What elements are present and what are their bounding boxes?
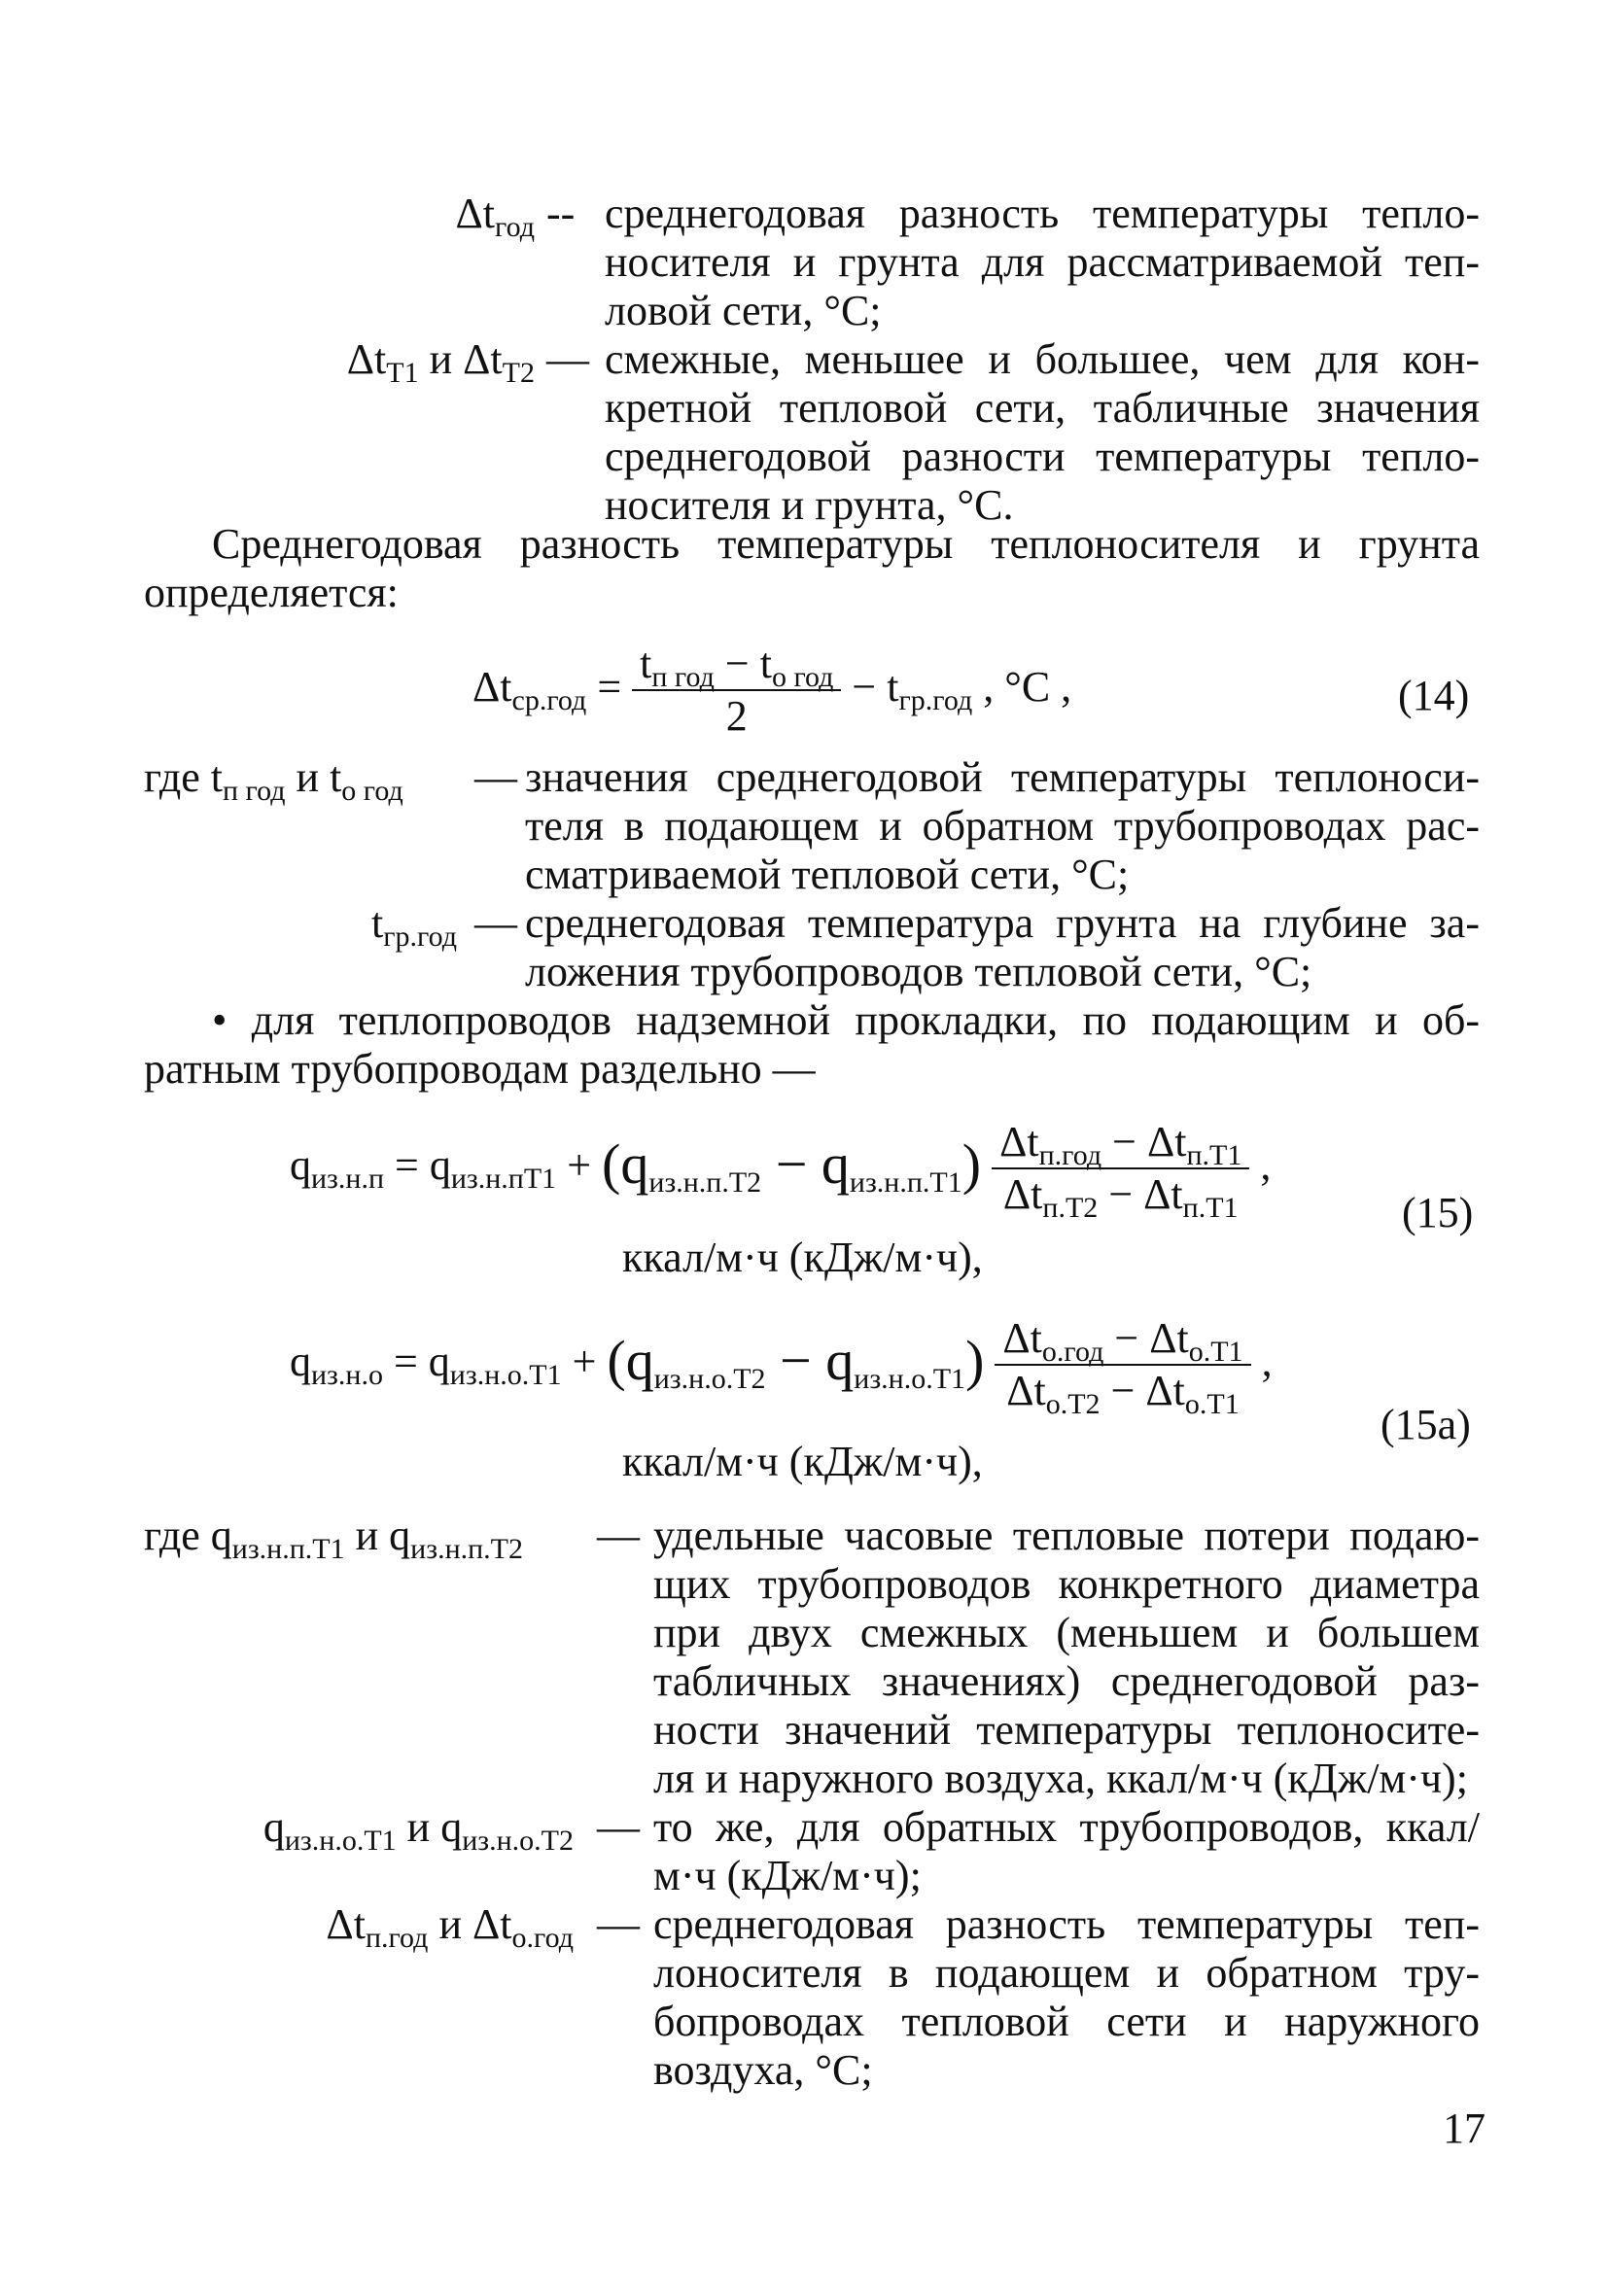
def-text-line: щих трубопроводов конкретного диаметра [653, 1560, 1480, 1608]
def-term: где $t_{п год}$ и $t_{о год}$ [144, 753, 403, 807]
def-text-line: среднегодовой разности температуры тепло- [605, 433, 1480, 480]
def-dash: — [597, 1900, 640, 1948]
def-text-line: воздуха, °С; [653, 2046, 873, 2094]
formula-fraction [995, 1314, 1250, 1420]
formula-fraction [992, 1118, 1249, 1224]
def-text-line: ности значений температуры теплоносите- [653, 1706, 1480, 1754]
def-text-line: теля в подающем и обратном трубопроводах рас- [525, 802, 1480, 850]
fraction-numerator: $\Delta t_{п.год} - \Delta t_{п.T1}$ [992, 1118, 1249, 1169]
def-dash: — [474, 753, 517, 801]
def-text-line: ля и наружного воздуха, ккал/м·ч (кДж/м·ч); [653, 1755, 1468, 1802]
def-text-line: среднегодовая разность температуры теп- [653, 1900, 1480, 1948]
formula-lhs: $q_{из.н.о} = q_{из.н.о.T1}$ + [290, 1337, 608, 1391]
def-term: $q_{из.н.о.T1}$ и $q_{из.н.о.T2}$ [262, 1803, 574, 1857]
paragraph-line: определяется: [144, 569, 399, 616]
formula-15 [290, 1118, 1272, 1224]
equation-number: (15a) [1381, 1401, 1471, 1448]
formula-comma: , [1260, 1140, 1272, 1189]
def-text-line: сматриваемой тепловой сети, °С; [525, 851, 1130, 898]
def-text-line: кретной тепловой сети, табличные значения [605, 384, 1480, 432]
def-text-line: носителя и грунта, °С. [605, 481, 1014, 529]
def-dash: -- [546, 190, 576, 237]
def-term: $t_{гр.год}$ [371, 899, 457, 953]
def-text-line: ловой сети, °С; [605, 287, 882, 334]
formula-paren: $(q_{из.н.о.T2} - q_{из.н.о.T1})$ [607, 1328, 985, 1395]
formula-tail: − $t_{гр.год}$ , °С , [852, 662, 1072, 716]
def-dash: — [597, 1803, 640, 1851]
fraction-denominator: $\Delta t_{п.T2} - \Delta t_{п.T1}$ [1002, 1169, 1239, 1224]
def-term: $\Delta t_{п.год}$ и $\Delta t_{о.год}$ [326, 1900, 574, 1954]
formula-14: $\Delta t_{ср.год}$ = $\frac{t_{п год} - t_{о год}}{2}$ − $t_{гр.год}$ , °С , [472, 640, 1071, 742]
def-text-line: лоносителя в подающем и обратном тру- [653, 1949, 1480, 1997]
def-dash: — [474, 899, 517, 947]
def-text-line: значения среднегодовой температуры теплоноси- [525, 753, 1480, 801]
paragraph-line: ратным трубопроводам раздельно — [144, 1045, 816, 1093]
def-term: $\Delta t_{год}$ [455, 190, 535, 243]
def-dash: — [597, 1512, 640, 1559]
fraction-denominator: 2 [725, 691, 748, 740]
fraction-numerator: $\Delta t_{о.год} - \Delta t_{о.T1}$ [995, 1314, 1250, 1366]
def-text-line: бопроводах тепловой сети и наружного [653, 1998, 1480, 2045]
def-term: где $q_{из.н.п.T1}$ и $q_{из.н.п.T2}$ [144, 1512, 524, 1565]
formula-fraction [632, 640, 841, 742]
formula-units: ккал/м·ч (кДж/м·ч), [622, 1234, 983, 1281]
fraction-numerator: $t_{п год} - t_{о год}$ [632, 640, 841, 691]
def-text-line: носителя и грунта для рассматриваемой теп- [605, 238, 1480, 286]
fraction-denominator: $\Delta t_{о.T2} - \Delta t_{о.T1}$ [1006, 1366, 1240, 1420]
formula-paren: $(q_{из.н.п.T2} - q_{из.н.п.T1})$ [602, 1131, 982, 1199]
def-term: $\Delta t_{T1}$ и $\Delta t_{T2}$ [346, 335, 535, 389]
def-text-line: смежные, меньшее и большее, чем для кон- [605, 335, 1480, 383]
def-text-line: среднегодовая температура грунта на глубине за- [525, 899, 1480, 947]
paragraph-line: • для теплопроводов надземной прокладки, по подающим и об- [212, 996, 1480, 1044]
page-number: 17 [1443, 2105, 1486, 2152]
equation-number: (14) [1398, 672, 1470, 719]
formula-comma: , [1261, 1337, 1273, 1385]
def-text-line: табличных значениях) среднегодовой раз- [653, 1657, 1480, 1705]
formula-lhs: $q_{из.н.п} = q_{из.н.пT1}$ + [290, 1140, 603, 1195]
def-text-line: то же, для обратных трубопроводов, ккал/ [653, 1803, 1480, 1851]
formula-lhs: $\Delta t_{ср.год}$ [472, 662, 587, 716]
def-text-line: удельные часовые тепловые потери подаю- [653, 1512, 1480, 1559]
formula-15a [290, 1314, 1273, 1420]
equation-number: (15) [1402, 1189, 1474, 1236]
def-text-line: при двух смежных (меньшем и большем [653, 1609, 1480, 1656]
paragraph-line: Среднегодовая разность температуры теплоносителя и грунта [212, 520, 1480, 568]
formula-units: ккал/м·ч (кДж/м·ч), [622, 1438, 983, 1485]
def-dash: — [546, 335, 589, 383]
def-text-line: м·ч (кДж/м·ч); [653, 1852, 922, 1899]
def-text-line: ложения трубопроводов тепловой сети, °С; [525, 948, 1312, 995]
def-text-line: среднегодовая разность температуры тепло- [605, 190, 1480, 237]
